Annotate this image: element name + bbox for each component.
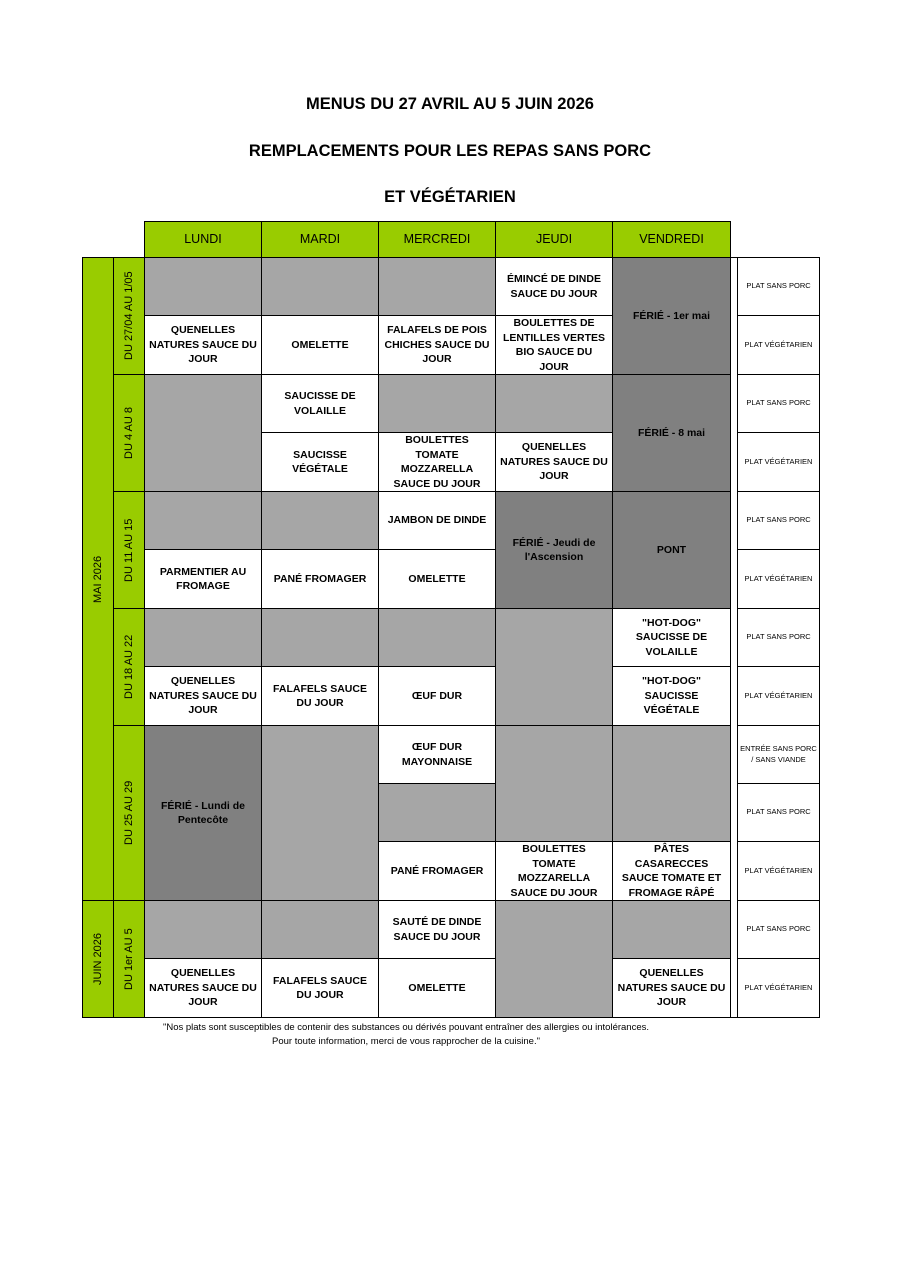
empty-cell bbox=[378, 608, 496, 667]
menu-cell: FALAFELS DE POIS CHICHES SAUCE DU JOUR bbox=[378, 315, 496, 375]
menu-cell: QUENELLES NATURES SAUCE DU JOUR bbox=[612, 958, 731, 1018]
week-label: DU 4 AU 8 bbox=[113, 374, 145, 492]
menu-cell: ŒUF DUR MAYONNAISE bbox=[378, 725, 496, 784]
row-type-label: PLAT VÉGÉTARIEN bbox=[737, 958, 820, 1018]
menu-cell: ŒUF DUR bbox=[378, 666, 496, 726]
header-jeudi: JEUDI bbox=[495, 221, 613, 258]
header-mardi: MARDI bbox=[261, 221, 379, 258]
row-type-label: PLAT VÉGÉTARIEN bbox=[737, 549, 820, 609]
menu-cell: PÂTES CASARECCES SAUCE TOMATE ET FROMAGE RÂPÉ bbox=[612, 841, 731, 901]
menu-cell: JAMBON DE DINDE bbox=[378, 491, 496, 550]
month-label-mai: MAI 2026 bbox=[82, 257, 114, 901]
menu-cell: OMELETTE bbox=[378, 958, 496, 1018]
row-type-label: PLAT VÉGÉTARIEN bbox=[737, 666, 820, 726]
row-type-label: ENTRÉE SANS PORC / SANS VIANDE bbox=[737, 725, 820, 784]
empty-cell bbox=[144, 257, 262, 316]
empty-cell bbox=[261, 725, 379, 901]
menu-cell: BOULETTES DE LENTILLES VERTES BIO SAUCE DU JOUR bbox=[495, 315, 613, 375]
row-type-label: PLAT SANS PORC bbox=[737, 374, 820, 433]
week-label: DU 1er AU 5 bbox=[113, 900, 145, 1018]
allergy-notice-contact: Pour toute information, merci de vous rapprocher de la cuisine." bbox=[272, 1036, 540, 1047]
empty-cell bbox=[144, 608, 262, 667]
row-type-label: PLAT SANS PORC bbox=[737, 783, 820, 842]
menu-cell: ÉMINCÉ DE DINDE SAUCE DU JOUR bbox=[495, 257, 613, 316]
empty-cell bbox=[261, 491, 379, 550]
empty-cell bbox=[495, 608, 613, 726]
empty-cell bbox=[495, 725, 613, 842]
menu-cell: OMELETTE bbox=[261, 315, 379, 375]
empty-cell bbox=[144, 900, 262, 959]
empty-cell bbox=[261, 608, 379, 667]
menu-cell: "HOT-DOG" SAUCISSE VÉGÉTALE bbox=[612, 666, 731, 726]
week-label: DU 27/04 AU 1/05 bbox=[113, 257, 145, 375]
holiday-cell: FÉRIÉ - Lundi de Pentecôte bbox=[144, 725, 262, 901]
menu-cell: BOULETTES TOMATE MOZZARELLA SAUCE DU JOUR bbox=[378, 432, 496, 492]
menu-cell: QUENELLES NATURES SAUCE DU JOUR bbox=[495, 432, 613, 492]
menu-cell: BOULETTES TOMATE MOZZARELLA SAUCE DU JOUR bbox=[495, 841, 613, 901]
empty-cell bbox=[378, 783, 496, 842]
menu-cell: FALAFELS SAUCE DU JOUR bbox=[261, 958, 379, 1018]
row-type-label: PLAT SANS PORC bbox=[737, 491, 820, 550]
menu-cell: FALAFELS SAUCE DU JOUR bbox=[261, 666, 379, 726]
week-label: DU 25 AU 29 bbox=[113, 725, 145, 901]
holiday-cell: PONT bbox=[612, 491, 731, 609]
menu-cell: OMELETTE bbox=[378, 549, 496, 609]
header-lundi: LUNDI bbox=[144, 221, 262, 258]
row-type-label: PLAT SANS PORC bbox=[737, 900, 820, 959]
menu-cell: QUENELLES NATURES SAUCE DU JOUR bbox=[144, 958, 262, 1018]
menu-cell: SAUCISSE DE VOLAILLE bbox=[261, 374, 379, 433]
menu-cell: QUENELLES NATURES SAUCE DU JOUR bbox=[144, 666, 262, 726]
empty-cell bbox=[495, 900, 613, 1018]
empty-cell bbox=[144, 374, 262, 492]
week-label: DU 11 AU 15 bbox=[113, 491, 145, 609]
empty-cell bbox=[378, 374, 496, 433]
row-type-label: PLAT SANS PORC bbox=[737, 257, 820, 316]
week-label: DU 18 AU 22 bbox=[113, 608, 145, 726]
empty-cell bbox=[495, 374, 613, 433]
menu-cell: SAUTÉ DE DINDE SAUCE DU JOUR bbox=[378, 900, 496, 959]
page-subtitle-2: ET VÉGÉTARIEN bbox=[384, 188, 516, 206]
empty-cell bbox=[261, 257, 379, 316]
menu-cell: QUENELLES NATURES SAUCE DU JOUR bbox=[144, 315, 262, 375]
empty-cell bbox=[261, 900, 379, 959]
holiday-cell: FÉRIÉ - 8 mai bbox=[612, 374, 731, 492]
row-type-label: PLAT SANS PORC bbox=[737, 608, 820, 667]
empty-cell bbox=[612, 900, 731, 959]
row-type-label: PLAT VÉGÉTARIEN bbox=[737, 315, 820, 375]
allergy-notice: "Nos plats sont susceptibles de contenir des substances ou dérivés pouvant entraîner des allergies ou intolérances. bbox=[162, 1022, 650, 1033]
holiday-cell: FÉRIÉ - Jeudi de l'Ascension bbox=[495, 491, 613, 609]
menu-cell: PANÉ FROMAGER bbox=[261, 549, 379, 609]
menu-table bbox=[82, 221, 820, 1018]
menu-cell: PARMENTIER AU FROMAGE bbox=[144, 549, 262, 609]
header-mercredi: MERCREDI bbox=[378, 221, 496, 258]
empty-cell bbox=[612, 725, 731, 842]
menu-cell: SAUCISSE VÉGÉTALE bbox=[261, 432, 379, 492]
menu-cell: "HOT-DOG" SAUCISSE DE VOLAILLE bbox=[612, 608, 731, 667]
row-type-label: PLAT VÉGÉTARIEN bbox=[737, 841, 820, 901]
empty-cell bbox=[378, 257, 496, 316]
page-subtitle: REMPLACEMENTS POUR LES REPAS SANS PORC bbox=[248, 142, 652, 160]
menu-cell: PANÉ FROMAGER bbox=[378, 841, 496, 901]
empty-cell bbox=[144, 491, 262, 550]
header-vendredi: VENDREDI bbox=[612, 221, 731, 258]
holiday-cell: FÉRIÉ - 1er mai bbox=[612, 257, 731, 375]
row-type-label: PLAT VÉGÉTARIEN bbox=[737, 432, 820, 492]
page-title: MENUS DU 27 AVRIL AU 5 JUIN 2026 bbox=[306, 95, 594, 113]
month-label-juin: JUIN 2026 bbox=[82, 900, 114, 1018]
